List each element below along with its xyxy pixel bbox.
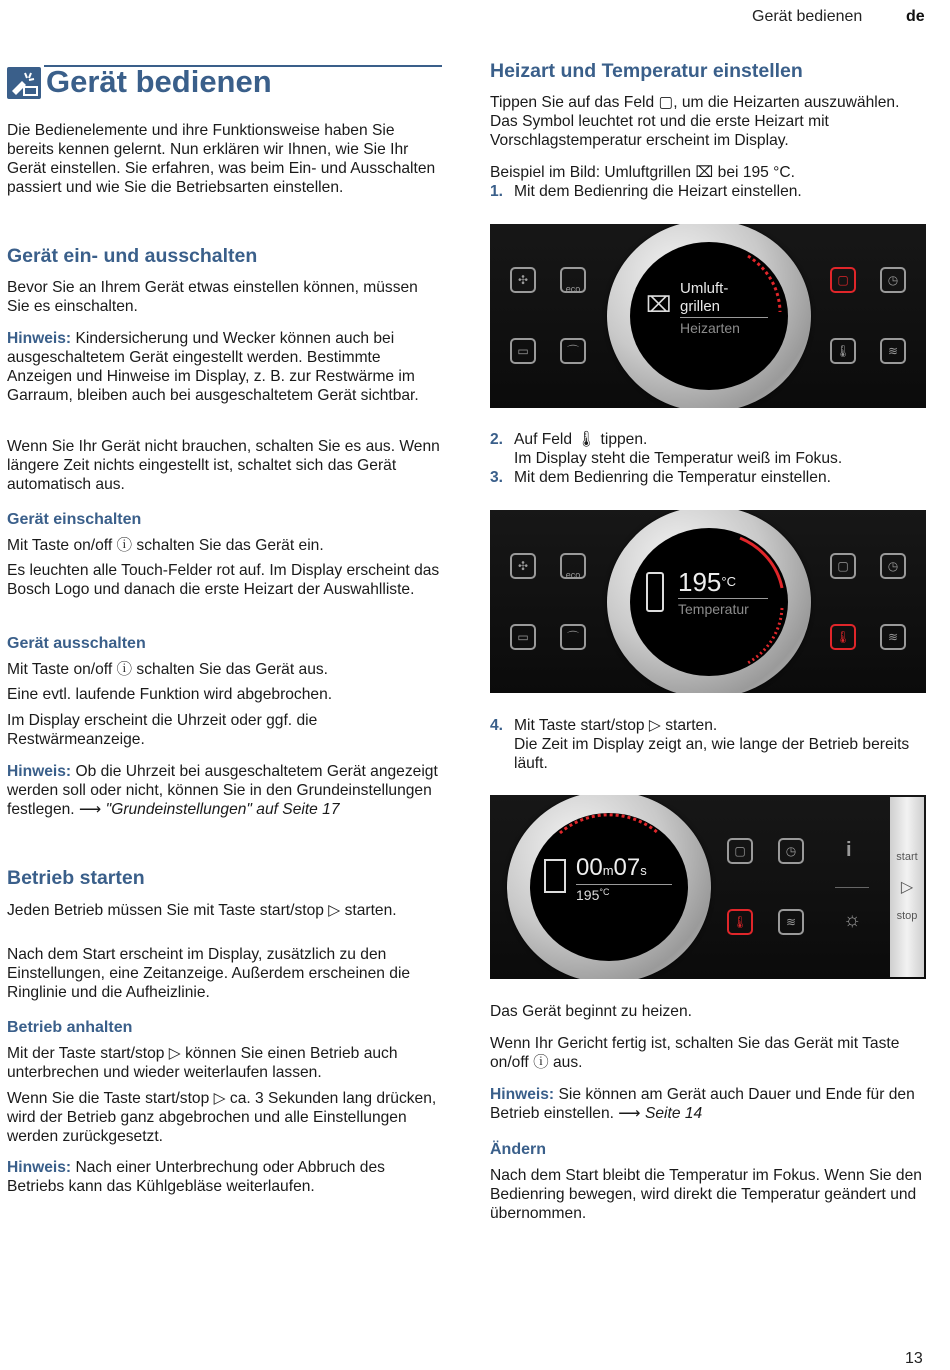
step-number: 4. <box>490 717 504 734</box>
hint-label: Hinweis: <box>7 1159 72 1176</box>
start-stop-button[interactable] <box>890 797 924 977</box>
start-paragraph-1: Jeden Betrieb müssen Sie mit Taste start/stop ▷ starten. <box>7 902 397 919</box>
display-sub-label: Temperatur <box>678 601 749 617</box>
control-panel-heating-mode <box>490 224 926 408</box>
on-off-paragraph-1: Bevor Sie an Ihrem Gerät etwas einstellen können, müssen Sie es einschalten. <box>7 279 418 315</box>
fan-icon[interactable]: ✣ <box>510 553 536 579</box>
top-heat-icon[interactable]: ▭ <box>510 338 536 364</box>
after-paragraph-2: Wenn Ihr Gericht fertig ist, schalten Sie das Gerät mit Taste on/off ⓘ aus. <box>490 1035 900 1071</box>
after-hint <box>490 1085 926 1123</box>
step-2 <box>490 430 926 449</box>
section-title-start: Betrieb starten <box>7 867 145 889</box>
heating-modes-icon[interactable]: ▢ <box>830 267 856 293</box>
display-divider <box>678 598 768 599</box>
subsection-title-switch-on: Gerät einschalten <box>7 511 142 528</box>
on-off-paragraph-2: Wenn Sie Ihr Gerät nicht brauchen, schalten Sie es aus. Wenn längere Zeit nichts eingestellt ist, schaltet sich das Gerät automatisch aus. <box>7 438 440 493</box>
hint-text: Kindersicherung und Wecker können auch bei ausgeschaltetem Gerät eingestellt werden. Bestimmte Anzeigen und Hinweise im Display, z. B. zur Restwärme im Garraum, bleiben auch bei ausgeschaltetem Gerät sichtbar. <box>7 330 419 404</box>
panel-divider <box>835 887 869 888</box>
play-frame-icon <box>544 859 566 893</box>
step-4-detail: Die Zeit im Display zeigt an, wie lange der Betrieb bereits läuft. <box>514 736 910 772</box>
heating-modes-icon[interactable]: ▢ <box>830 553 856 579</box>
section-title-heating: Heizart und Temperatur einstellen <box>490 60 803 82</box>
on-off-hint <box>7 329 440 405</box>
steam-icon[interactable]: ≋ <box>880 624 906 650</box>
fan-icon[interactable]: ✣ <box>510 267 536 293</box>
display-temperature: $195^{^\circ C}$ <box>678 567 736 597</box>
top-heat-icon[interactable]: ▭ <box>510 624 536 650</box>
heating-modes-icon[interactable]: ▢ <box>727 838 753 864</box>
steam-icon[interactable]: ≋ <box>880 338 906 364</box>
stop-label: stop <box>896 910 918 922</box>
step-4 <box>490 716 926 735</box>
info-icon[interactable]: i <box>846 839 852 861</box>
clock-icon[interactable]: ◷ <box>778 838 804 864</box>
switch-off-hint <box>7 762 440 819</box>
oven-light-icon[interactable]: ☼ <box>843 909 862 931</box>
step-2-detail: Im Display steht die Temperatur weiß im Fokus. <box>514 450 843 467</box>
cross-reference-link[interactable]: "Grundeinstellungen" auf Seite 17 <box>105 801 340 818</box>
thermometer-display-icon <box>646 572 664 612</box>
step-text: Mit dem Bedienring die Heizart einstellen. <box>514 183 802 200</box>
clock-icon[interactable]: ◷ <box>880 553 906 579</box>
heating-example: Beispiel im Bild: Umluftgrillen ⌧ bei 195 °C. <box>490 164 796 181</box>
hint-text: Sie können am Gerät auch Dauer und Ende für den Betrieb einstellen. ⟶ <box>490 1086 915 1122</box>
play-icon: ▷ <box>900 879 914 896</box>
heating-paragraph-1: Tippen Sie auf das Feld ▢, um die Heizarten auszuwählen. Das Symbol leuchtet rot und die erste Heizart mit Vorschlagstemperatur erscheint im Display. <box>490 94 900 149</box>
hint-label: Hinweis: <box>490 1086 555 1103</box>
display-mode-line1: Umluft- <box>680 280 729 297</box>
subsection-title-switch-off: Gerät ausschalten <box>7 635 146 652</box>
hint-label: Hinweis: <box>7 330 72 347</box>
subsection-title-pause: Betrieb anhalten <box>7 1019 133 1036</box>
eco-icon[interactable]: eco <box>560 553 586 579</box>
round-display <box>630 242 788 390</box>
display-mode-line2: grillen <box>680 298 721 315</box>
control-panel-running <box>490 795 926 979</box>
step-text: Mit Taste start/stop ▷ starten. <box>514 717 718 734</box>
subsection-title-change: Ändern <box>490 1141 546 1158</box>
display-elapsed-time: 00m07s <box>576 854 647 881</box>
hint-text: Nach einer Unterbrechung oder Abbruch des Betriebs kann das Kühlgebläse weiterlaufen. <box>7 1159 385 1195</box>
running-header-title: Gerät bedienen <box>752 8 863 25</box>
page-number: 13 <box>905 1350 923 1367</box>
eco-icon[interactable]: eco <box>560 267 586 293</box>
change-paragraph: Nach dem Start bleibt die Temperatur im Fokus. Wenn Sie den Bedienring bewegen, wird direkt die Temperatur geändert und übernommen. <box>490 1167 922 1222</box>
thermometer-icon[interactable]: 🌡 <box>830 624 856 650</box>
grill-icon[interactable]: ⌒ <box>560 338 586 364</box>
pause-paragraph-2: Wenn Sie die Taste start/stop ▷ ca. 3 Sekunden lang drücken, wird der Betrieb ganz abgebrochen und alle Einstellungen werden zurückgesetzt. <box>7 1090 437 1145</box>
step-number: 1. <box>490 183 504 200</box>
display-sub-label: Heizarten <box>680 320 740 336</box>
grill-icon[interactable]: ⌒ <box>560 624 586 650</box>
operate-appliance-icon <box>7 67 41 99</box>
thermometer-icon[interactable]: 🌡 <box>830 338 856 364</box>
switch-on-paragraph-2: Es leuchten alle Touch-Felder rot auf. Im Display erscheint das Bosch Logo und danach die erste Heizart der Auswahlliste. <box>7 562 440 598</box>
thermometer-icon[interactable]: 🌡 <box>727 909 753 935</box>
display-divider <box>680 317 768 318</box>
page-title: Gerät bedienen <box>46 64 272 99</box>
clock-icon[interactable]: ◷ <box>880 267 906 293</box>
round-display <box>630 528 788 676</box>
step-text: Auf Feld 🌡 tippen. <box>514 431 648 448</box>
pause-hint <box>7 1158 440 1196</box>
switch-off-paragraph-3: Im Display erscheint die Uhrzeit oder ggf. die Restwärmeanzeige. <box>7 712 318 748</box>
hint-label: Hinweis: <box>7 763 72 780</box>
pause-paragraph-1: Mit der Taste start/stop ▷ können Sie einen Betrieb auch unterbrechen und wieder weiterlaufen lassen. <box>7 1045 398 1081</box>
steam-icon[interactable]: ≋ <box>778 909 804 935</box>
control-panel-temperature <box>490 510 926 693</box>
step-3 <box>490 468 926 487</box>
step-1 <box>490 182 926 201</box>
convection-grill-icon: ⌧ <box>646 292 672 317</box>
switch-off-paragraph-2: Eine evtl. laufende Funktion wird abgebrochen. <box>7 686 333 703</box>
intro-paragraph: Die Bedienelemente und ihre Funktionsweise haben Sie bereits kennen gelernt. Nun erklären wir Ihnen, wie Sie Ihr Gerät einstellen. Sie erfahren, was beim Ein- und Ausschalten passiert und wie Sie die Betriebsarten einstellen. <box>7 122 436 196</box>
switch-off-paragraph-1: Mit Taste on/off ⓘ schalten Sie das Gerät aus. <box>7 661 328 678</box>
display-temperature: $195^{^\circ C}$ <box>576 887 610 903</box>
step-text: Mit dem Bedienring die Temperatur einstellen. <box>514 469 831 486</box>
step-number: 2. <box>490 431 504 448</box>
after-paragraph-1: Das Gerät beginnt zu heizen. <box>490 1003 692 1020</box>
step-number: 3. <box>490 469 504 486</box>
cross-reference-link[interactable]: Seite 14 <box>644 1105 703 1122</box>
section-title-on-off: Gerät ein- und ausschalten <box>7 245 258 267</box>
start-label: start <box>896 851 918 863</box>
hint-text: Ob die Uhrzeit bei ausgeschaltetem Gerät angezeigt werden soll oder nicht, können Sie in den Grundeinstellungen festlegen. ⟶ <box>7 763 438 818</box>
language-code: de <box>906 8 925 25</box>
round-display <box>530 813 688 961</box>
display-divider <box>576 884 672 885</box>
switch-on-paragraph-1: Mit Taste on/off ⓘ schalten Sie das Gerät ein. <box>7 537 324 554</box>
start-paragraph-2: Nach dem Start erscheint im Display, zusätzlich zu den Einstellungen, eine Zeitanzeige. Außerdem erscheinen die Ringlinie und die Aufheizlinie. <box>7 946 411 1001</box>
